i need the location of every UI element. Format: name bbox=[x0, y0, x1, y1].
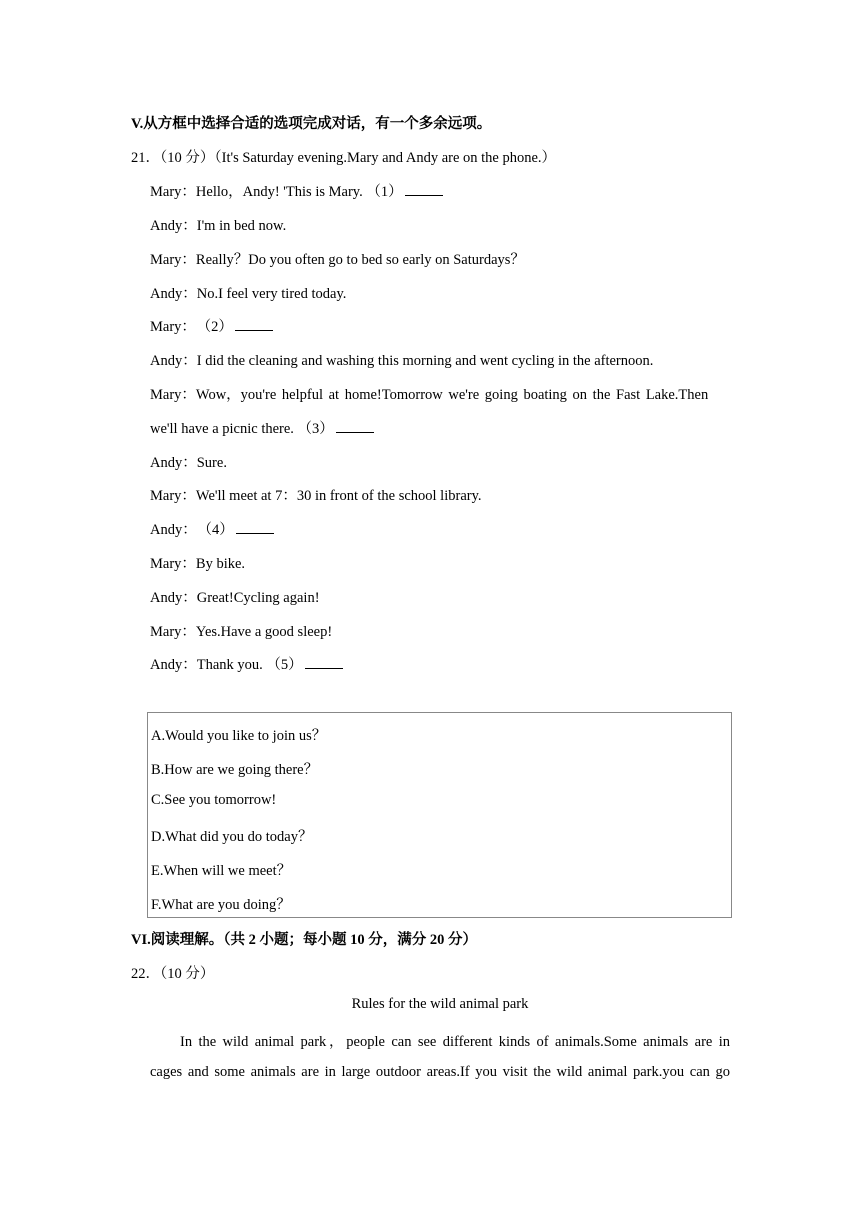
dialogue-text: Really？Do you often go to bed so early on Saturdays？ bbox=[195, 252, 525, 268]
option-a: A.Would you like to join us？ bbox=[151, 728, 327, 744]
dialogue-text: （2） bbox=[203, 319, 233, 335]
dialogue-line bbox=[150, 484, 482, 505]
dialogue-text: Hello，Andy! 'This is Mary. （1） bbox=[195, 184, 403, 200]
dialogue-line bbox=[150, 552, 245, 573]
dialogue-line bbox=[150, 214, 286, 235]
dialogue-line bbox=[150, 349, 653, 370]
speaker-label: Mary： bbox=[150, 556, 196, 572]
question-21-header: 21．（10 分）（It's Saturday evening.Mary and Andy are on the phone.） bbox=[131, 150, 557, 166]
options-box bbox=[147, 712, 732, 918]
speaker-label: Andy： bbox=[150, 353, 197, 369]
dialogue-text: By bike. bbox=[195, 556, 246, 572]
dialogue-line bbox=[150, 586, 320, 607]
option-e: E.When will we meet？ bbox=[151, 863, 292, 879]
dialogue-line bbox=[150, 451, 227, 472]
dialogue-text: I did the cleaning and washing this morning and went cycling in the afternoon. bbox=[196, 353, 654, 369]
option-d: D.What did you do today？ bbox=[151, 829, 313, 845]
dialogue-line bbox=[150, 282, 346, 303]
option-b: B.How are we going there？ bbox=[151, 762, 319, 778]
speaker-label: Andy： bbox=[150, 286, 197, 302]
question-22-header: 22．（10 分） bbox=[131, 966, 215, 982]
section-5-heading: V.从方框中选择合适的选项完成对话，有一个多余远项。 bbox=[131, 116, 492, 132]
dialogue-line bbox=[150, 417, 374, 438]
speaker-label: Andy： bbox=[150, 455, 197, 471]
answer-blank-3[interactable] bbox=[336, 420, 374, 433]
speaker-label: Andy： bbox=[150, 522, 197, 538]
option-f: F.What are you doing？ bbox=[151, 897, 291, 913]
passage-line-1: In the wild animal park，people can see different kinds of animals.Some animals are in bbox=[180, 1034, 730, 1050]
passage-title: Rules for the wild animal park bbox=[351, 996, 529, 1012]
answer-blank-1[interactable] bbox=[405, 183, 443, 196]
speaker-label: Mary： bbox=[150, 488, 196, 504]
dialogue-line bbox=[150, 620, 332, 641]
dialogue-line bbox=[150, 248, 525, 269]
dialogue-text: Sure. bbox=[196, 455, 227, 471]
answer-blank-2[interactable] bbox=[235, 318, 273, 331]
answer-blank-5[interactable] bbox=[305, 656, 343, 669]
speaker-label: Mary： bbox=[150, 319, 196, 335]
speaker-label: Mary： bbox=[150, 624, 196, 640]
dialogue-line bbox=[150, 383, 708, 404]
dialogue-line bbox=[150, 518, 274, 539]
dialogue-text: I'm in bed now. bbox=[196, 218, 287, 234]
speaker-label: Mary： bbox=[150, 184, 196, 200]
option-c: C.See you tomorrow! bbox=[151, 792, 277, 808]
speaker-label: Mary： bbox=[150, 387, 196, 403]
dialogue-line bbox=[150, 180, 443, 201]
dialogue-text: we'll have a picnic there. （3） bbox=[150, 421, 334, 437]
dialogue-line bbox=[150, 653, 343, 674]
dialogue-text: Thank you. （5） bbox=[196, 657, 303, 673]
passage-line-2: cages and some animals are in large outdoor areas.If you visit the wild animal park.you can go bbox=[150, 1064, 730, 1080]
section-6-heading: VI.阅读理解。（共 2 小题；每小题 10 分，满分 20 分） bbox=[131, 932, 477, 948]
dialogue-text: Wow，you're helpful at home!Tomorrow we're going boating on the Fast Lake.Then bbox=[195, 387, 709, 403]
speaker-label: Andy： bbox=[150, 590, 197, 606]
speaker-label: Andy： bbox=[150, 657, 197, 673]
answer-blank-4[interactable] bbox=[236, 521, 274, 534]
dialogue-text: Great!Cycling again! bbox=[196, 590, 320, 606]
dialogue-text: No.I feel very tired today. bbox=[196, 286, 347, 302]
dialogue-text: （4） bbox=[204, 522, 234, 538]
speaker-label: Andy： bbox=[150, 218, 197, 234]
dialogue-text: Yes.Have a good sleep! bbox=[195, 624, 333, 640]
dialogue-line bbox=[150, 315, 273, 336]
dialogue-text: We'll meet at 7：30 in front of the school library. bbox=[195, 488, 482, 504]
speaker-label: Mary： bbox=[150, 252, 196, 268]
